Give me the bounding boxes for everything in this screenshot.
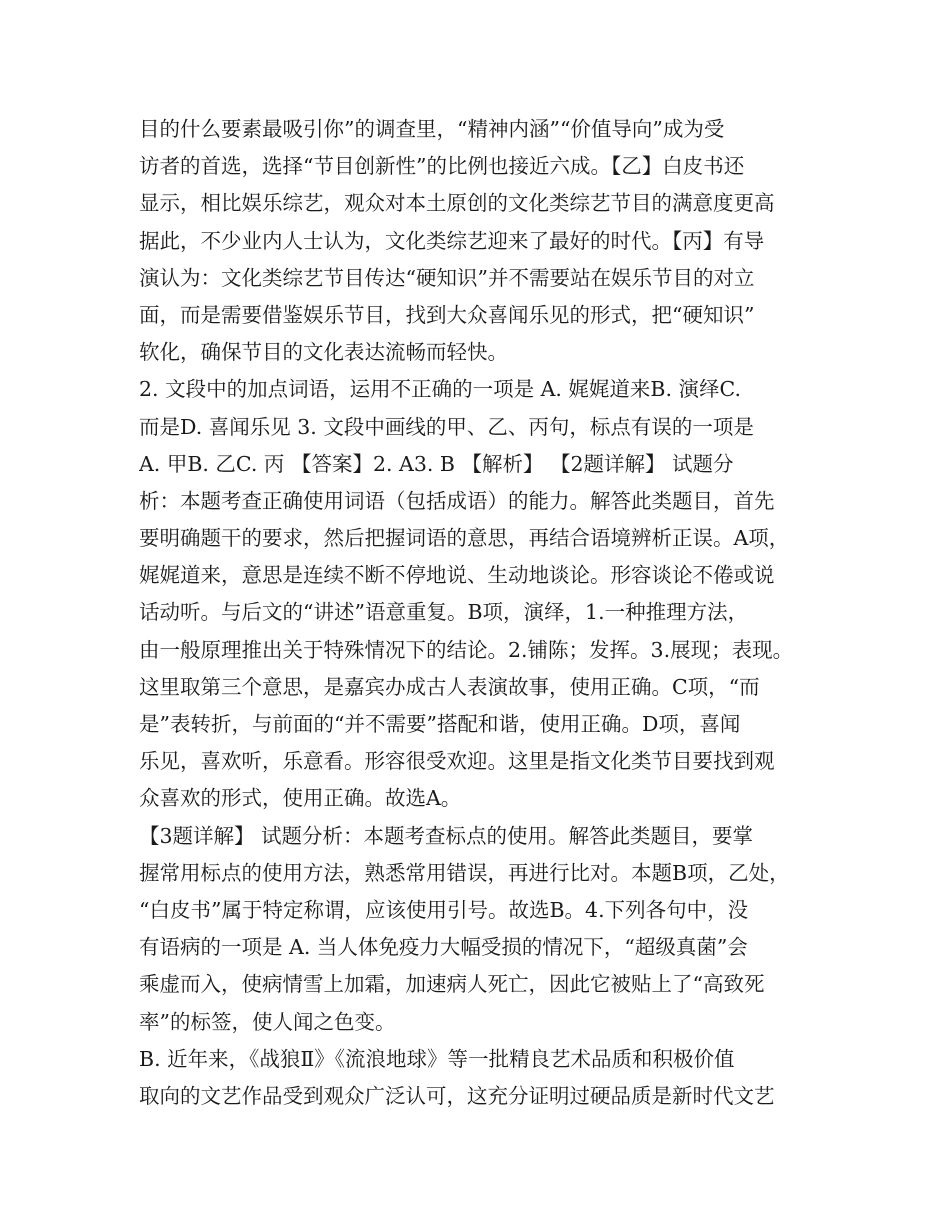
text-line: 演认为：文化类综艺节目传达“硬知识”并不需要站在娱乐节目的对立 [139, 265, 755, 290]
text-line: 这里取第三个意思，是嘉宾办成古人表演故事，使用正确。C项，“而 [139, 674, 760, 699]
text-line: A. 甲B. 乙C. 丙 【答案】2. A3. B 【解析】 【2题详解】 试题分 [139, 451, 734, 476]
text-line: 析：本题考查正确使用词语（包括成语）的能力。解答此类题目，首先 [139, 488, 775, 513]
text-line: 面，而是需要借鉴娱乐节目，找到大众喜闻乐见的形式，把“硬知识” [139, 302, 755, 327]
text-line: 是”表转折，与前面的“并不需要”搭配和谐，使用正确。D项，喜闻 [139, 712, 741, 736]
text-line: 访者的首选，选择“节目创新性”的比例也接近六成。【乙】白皮书还 [139, 154, 745, 179]
text-line: 【3题详解】 试题分析：本题考查标点的使用。解答此类题目，要掌 [139, 823, 754, 848]
text-line: 娓娓道来，意思是连续不断不停地说、生动地谈论。形容谈论不倦或说 [139, 563, 775, 588]
text-line: 乐见，喜欢听，乐意看。形容很受欢迎。这里是指文化类节目要找到观 [139, 749, 775, 774]
text-line: 2. 文段中的加点词语，运用不正确的一项是 A. 娓娓道来B. 演绎C. [139, 377, 741, 402]
text-line: 握常用标点的使用方法，熟悉常用错误，再进行比对。本题B项，乙处， [139, 860, 790, 885]
text-line: 显示，相比娱乐综艺，观众对本土原创的文化类综艺节目的满意度更高 [139, 191, 775, 216]
text-line: 而是D. 喜闻乐见 3. 文段中画线的甲、乙、丙句，标点有误的一项是 [139, 414, 754, 439]
text-line: 取向的文艺作品受到观众广泛认可，这充分证明过硬品质是新时代文艺 [139, 1083, 775, 1108]
text-line: 话动听。与后文的“讲述”语意重复。B项，演绎，1.一种推理方法， [139, 600, 749, 625]
text-line: “白皮书”属于特定称谓，应该使用引号。故选B。4.下列各句中，没 [139, 897, 749, 922]
text-line: 众喜欢的形式，使用正确。故选A。 [139, 786, 462, 811]
text-line: 据此，不少业内人士认为，文化类综艺迎来了最好的时代。【丙】有导 [139, 228, 765, 253]
document-body-text [139, 111, 829, 1115]
text-line: 有语病的一项是 A. 当人体免疫力大幅受损的情况下，“超级真菌”会 [139, 935, 748, 960]
text-line: 要明确题干的要求，然后把握词语的意思，再结合语境辨析正误。A项， [139, 526, 790, 551]
text-line: 目的什么要素最吸引你”的调查里，“精神内涵”“价值导向”成为受 [139, 117, 725, 141]
text-line: 乘虚而入，使病情雪上加霜，加速病人死亡，因此它被贴上了“高致死 [139, 972, 765, 997]
text-line: B. 近年来，《战狼Ⅱ》《流浪地球》等一批精良艺术品质和积极价值 [139, 1046, 735, 1071]
text-line: 率”的标签，使人闻之色变。 [139, 1009, 396, 1034]
text-line: 软化，确保节目的文化表达流畅而轻快。 [139, 340, 508, 365]
text-line: 由一般原理推出关于特殊情况下的结论。2.铺陈；发挥。3.展现；表现。 [139, 637, 794, 662]
